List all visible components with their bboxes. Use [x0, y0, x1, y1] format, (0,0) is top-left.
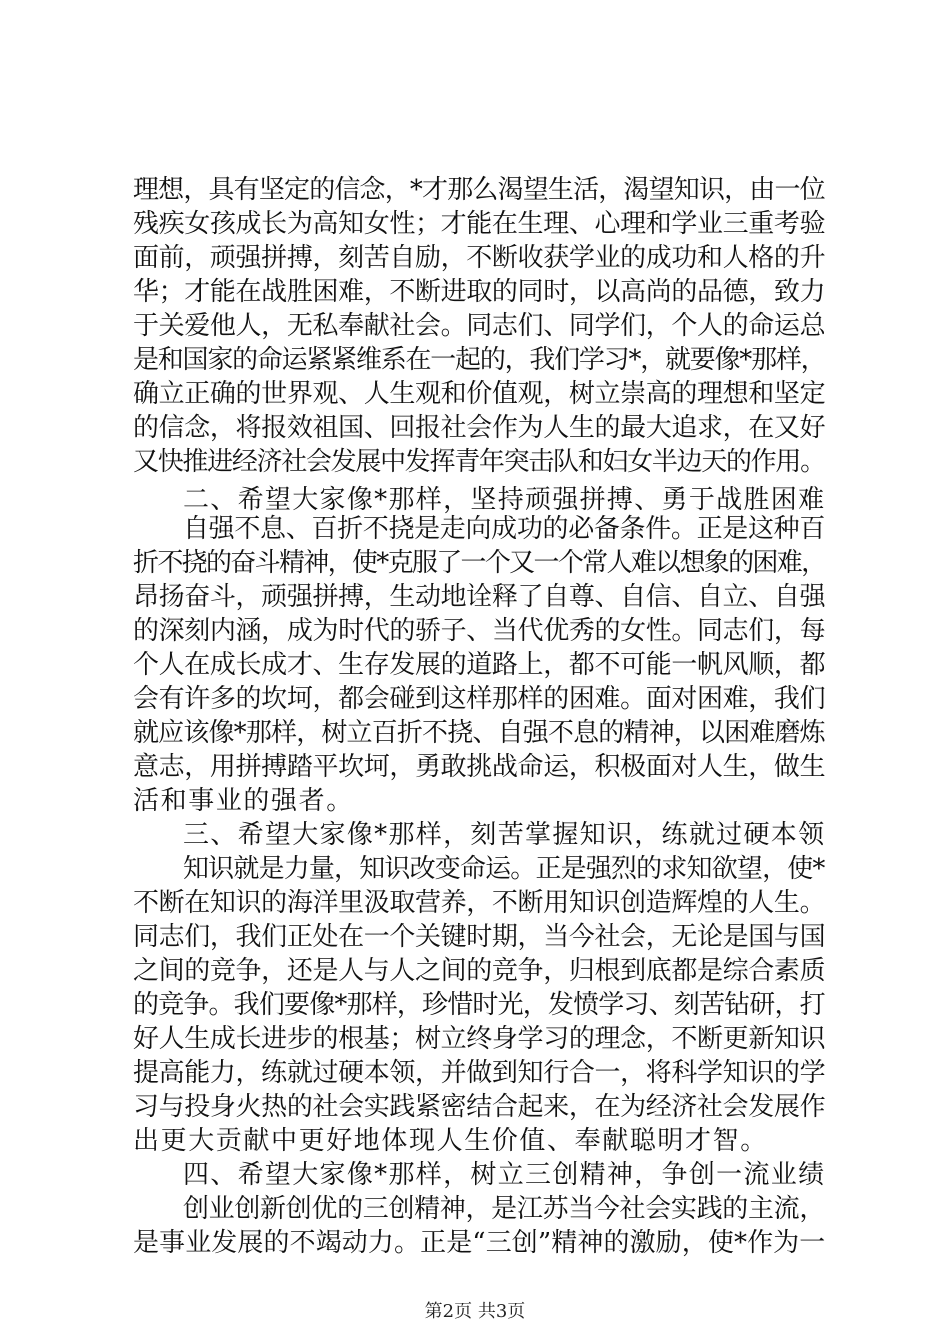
section-heading: 二、希望大家像*那样，坚持顽强拼搏、勇于战胜困难 [183, 485, 826, 515]
body-line: 的竞争。我们要像*那样，珍惜时光，发愤学习、刻苦钻研，打 [133, 990, 825, 1020]
body-line: 于关爱他人，无私奉献社会。同志们、同学们，个人的命运总 [133, 311, 826, 341]
body-line: 提高能力，练就过硬本领，并做到知行合一，将科学知识的学 [133, 1058, 826, 1088]
body-line: 是和国家的命运紧紧维系在一起的，我们学习*，就要像*那样， [133, 345, 826, 375]
body-line: 个人在成长成才、生存发展的道路上，都不可能一帆风顺，都 [133, 650, 826, 680]
body-line: 理想，具有坚定的信念，*才那么渴望生活，渴望知识，由一位 [133, 175, 825, 205]
section-heading: 四、希望大家像*那样，树立三创精神，争创一流业绩 [183, 1160, 826, 1190]
body-line: 好人生成长进步的根基；树立终身学习的理念，不断更新知识 [133, 1024, 826, 1054]
body-line: 折不挠的奋斗精神，使*克服了一个又一个常人难以想象的困难， [133, 548, 826, 578]
body-line: 同志们，我们正处在一个关键时期，当今社会，无论是国与国 [133, 922, 826, 952]
body-line: 又快推进经济社会发展中发挥青年突击队和妇女半边天的作用。 [133, 447, 825, 477]
body-line: 之间的竞争，还是人与人之间的竞争，归根到底都是综合素质 [133, 956, 826, 986]
body-line: 自强不息、百折不挠是走向成功的必备条件。正是这种百 [183, 514, 826, 544]
body-line: 知识就是力量，知识改变命运。正是强烈的求知欲望，使* [183, 854, 825, 884]
body-line: 就应该像*那样，树立百折不挠、自强不息的精神，以困难磨炼 [133, 718, 825, 748]
body-line: 习与投身火热的社会实践紧密结合起来，在为经济社会发展作 [133, 1092, 826, 1122]
page-footer: 第2页 共3页 [424, 1301, 526, 1322]
body-line: 华；才能在战胜困难，不断进取的同时，以高尚的品德，致力 [133, 277, 826, 307]
body-line: 昂扬奋斗，顽强拼搏，生动地诠释了自尊、自信、自立、自强 [133, 582, 826, 612]
body-line: 残疾女孩成长为高知女性；才能在生理、心理和学业三重考验 [133, 209, 826, 239]
section-heading: 三、希望大家像*那样，刻苦掌握知识，练就过硬本领 [183, 820, 826, 850]
body-line: 是事业发展的不竭动力。正是“三创”精神的激励，使*作为一 [133, 1228, 826, 1258]
body-line: 意志，用拼搏踏平坎坷，勇敢挑战命运，积极面对人生，做生 [133, 752, 826, 782]
body-line: 不断在知识的海洋里汲取营养，不断用知识创造辉煌的人生。 [133, 888, 826, 918]
body-line: 会有许多的坎坷，都会碰到这样那样的困难。面对困难，我们 [133, 684, 826, 714]
body-line: 的深刻内涵，成为时代的骄子、当代优秀的女性。同志们，每 [133, 616, 826, 646]
body-line: 确立正确的世界观、人生观和价值观，树立崇高的理想和坚定 [133, 379, 826, 409]
body-line: 的信念，将报效祖国、回报社会作为人生的最大追求，在又好 [133, 413, 826, 443]
body-line: 创业创新创优的三创精神，是江苏当今社会实践的主流， [183, 1194, 826, 1224]
body-line: 出更大贡献中更好地体现人生价值、奉献聪明才智。 [133, 1126, 768, 1156]
body-line: 活和事业的强者。 [133, 786, 354, 816]
body-line: 面前，顽强拼搏，刻苦自励，不断收获学业的成功和人格的升 [133, 243, 826, 273]
